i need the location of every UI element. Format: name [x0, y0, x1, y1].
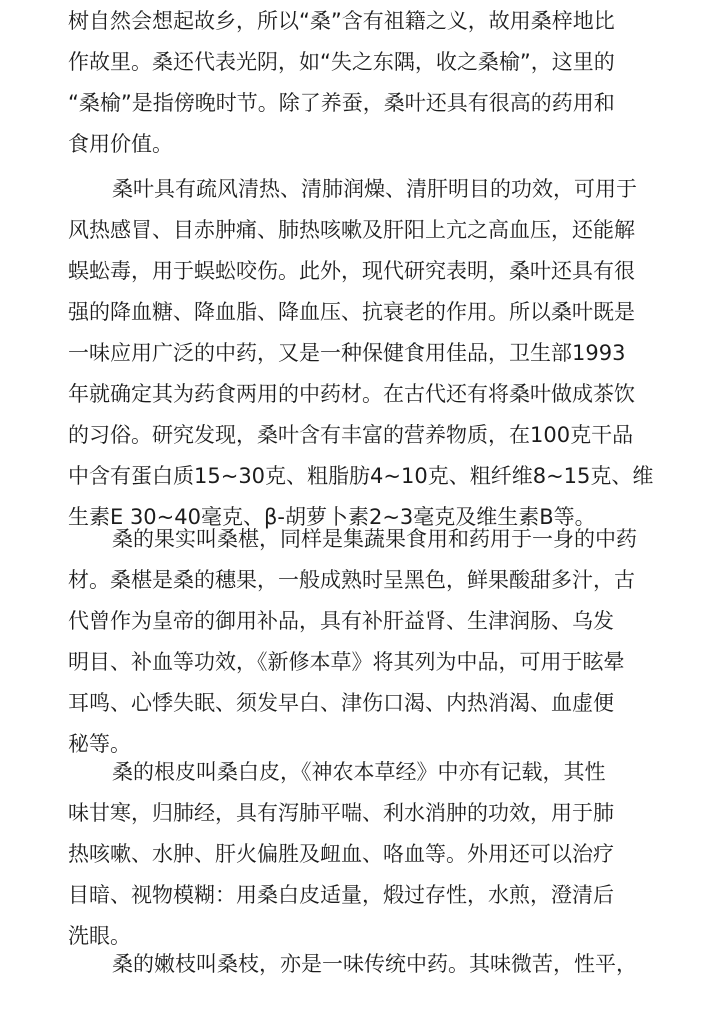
- paragraph-mulberry-twig: [68, 944, 668, 985]
- text-line: 桑的根皮叫桑白皮，《神农本草经》中亦有记载，其性: [112, 760, 606, 784]
- text-line: 洗眼。: [68, 924, 131, 948]
- text-line: 风热感冒、目赤肿痛、肺热咳嗽及肝阳上亢之高血压，还能解: [68, 218, 635, 242]
- text-line: 生素E 30~40毫克、β-胡萝卜素2~3毫克及维生素B等。: [68, 505, 596, 529]
- paragraph-mulberry-hometown: [68, 1, 668, 165]
- text-line: 目暗、视物模糊：用桑白皮适量，煅过存性，水煎，澄清后: [68, 883, 614, 907]
- paragraph-mulberry-fruit: [68, 519, 668, 765]
- text-line: 代曾作为皇帝的御用补品，具有补肝益肾、生津润肠、乌发: [68, 609, 614, 633]
- text-line: 中含有蛋白质15~30克、粗脂肪4~10克、粗纤维8~15克、维: [68, 464, 654, 488]
- text-line: 味甘寒，归肺经，具有泻肺平喘、利水消肿的功效，用于肺: [68, 801, 614, 825]
- text-line: 明目、补血等功效，《新修本草》将其列为中品，可用于眩晕: [68, 650, 625, 674]
- text-line: 桑的果实叫桑椹，同样是集蔬果食用和药用于一身的中药: [112, 527, 637, 551]
- text-line: 秘等。: [68, 732, 131, 756]
- text-line: 耳鸣、心悸失眠、须发早白、津伤口渴、内热消渴、血虚便: [68, 691, 614, 715]
- text-line: 桑的嫩枝叫桑枝，亦是一味传统中药。其味微苦，性平，: [112, 952, 637, 976]
- text-line: “桑榆”是指傍晚时节。除了养蚕，桑叶还具有很高的药用和: [68, 91, 615, 115]
- paragraph-mulberry-root-bark: [68, 752, 668, 957]
- text-line: 一味应用广泛的中药，又是一种保健食用佳品，卫生部1993: [68, 341, 626, 365]
- paragraph-mulberry-leaf: [68, 169, 668, 538]
- text-line: 树自然会想起故乡，所以“桑”含有祖籍之义，故用桑梓地比: [68, 9, 615, 33]
- text-line: 桑叶具有疏风清热、清肺润燥、清肝明目的功效，可用于: [112, 177, 637, 201]
- text-line: 蜈蚣毒，用于蜈蚣咬伤。此外，现代研究表明，桑叶还具有很: [68, 259, 635, 283]
- text-line: 材。桑椹是桑的穗果，一般成熟时呈黑色，鲜果酸甜多汁，古: [68, 568, 635, 592]
- text-line: 热咳嗽、水肿、肝火偏胜及衄血、咯血等。外用还可以治疗: [68, 842, 614, 866]
- text-line: 食用价值。: [68, 132, 173, 156]
- text-line: 作故里。桑还代表光阴，如“失之东隅，收之桑榆”，这里的: [68, 50, 615, 74]
- text-line: 的习俗。研究发现，桑叶含有丰富的营养物质，在100克干品: [68, 423, 634, 447]
- text-line: 年就确定其为药食两用的中药材。在古代还有将桑叶做成茶饮: [68, 382, 635, 406]
- text-line: 强的降血糖、降血脂、降血压、抗衰老的作用。所以桑叶既是: [68, 300, 635, 324]
